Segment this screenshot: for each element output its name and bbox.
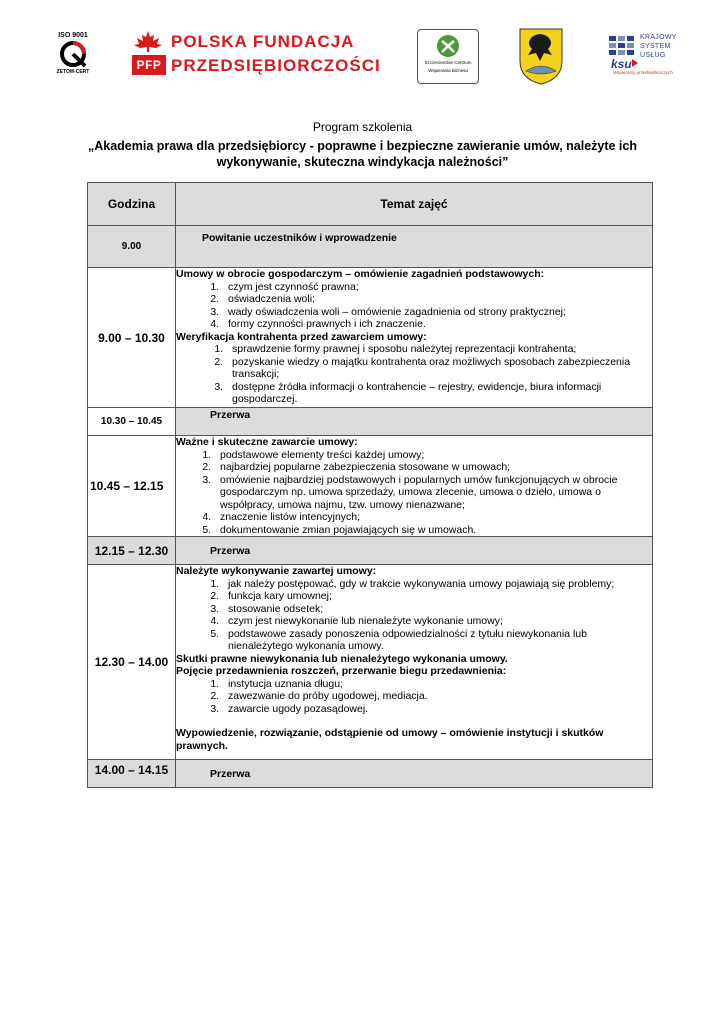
zetom-cert-emblem-icon bbox=[59, 40, 87, 68]
break-cell: Przerwa bbox=[176, 408, 653, 436]
ksu-logo bbox=[609, 30, 677, 80]
topic-cell: Powitanie uczestników i wprowadzenie bbox=[176, 226, 653, 268]
time-cell: 9.00 bbox=[88, 226, 176, 268]
zetom-cert-label: ZETOM-CERT bbox=[56, 69, 90, 75]
list-item: 1. czym jest czynność prawna; bbox=[222, 281, 652, 294]
table-row bbox=[88, 226, 653, 268]
table-row bbox=[88, 537, 653, 565]
time-cell: 12.30 – 14.00 bbox=[88, 565, 176, 760]
section-heading: Umowy w obrocie gospodarczym – omówienie zagadnień podstawowych: bbox=[176, 268, 545, 280]
list-item: 1. sprawdzenie formy prawnej i sposobu należytej reprezentacji kontrahenta; bbox=[226, 343, 652, 356]
topic-list bbox=[176, 343, 652, 406]
time-cell: 10.45 – 12.15 bbox=[88, 436, 176, 537]
topic-list bbox=[176, 678, 652, 716]
time-cell: 10.30 – 10.45 bbox=[88, 408, 176, 436]
pfp-name-line2: PRZEDSIĘBIORCZOŚCI bbox=[171, 56, 381, 75]
ksu-line3: USŁUG bbox=[640, 52, 666, 59]
ksu-line1: KRAJOWY bbox=[640, 34, 677, 41]
list-item: 2. najbardziej popularne zabezpieczenia stosowane w umowach; bbox=[214, 461, 652, 474]
list-item: 2. pozyskanie wiedzy o majątku kontrahenta oraz możliwych sposobach zabezpieczenia transakcji; bbox=[226, 356, 652, 381]
break-cell: Przerwa bbox=[176, 760, 653, 788]
list-item: 3. omówienie najbardziej podstawowych i popularnych umów funkcjonujących w obrocie gospodarczym np. umowa sprzedaży, umowa zlecenie, umowa o dzieło, umowa o współpracy, umowa najmu, tzw. umowy nienazwane; bbox=[214, 474, 652, 512]
section-heading: Skutki prawne niewykonania lub nienależytego wykonania umowy. bbox=[176, 652, 508, 665]
table-row bbox=[88, 436, 653, 537]
ksu-grid-icon bbox=[609, 36, 635, 56]
list-item: 2. funkcja kary umownej; bbox=[222, 590, 652, 603]
pfp-name-line1: POLSKA FUNDACJA bbox=[171, 32, 355, 51]
topic-cell bbox=[176, 565, 653, 760]
time-cell: 12.15 – 12.30 bbox=[88, 537, 176, 565]
table-row bbox=[88, 565, 653, 760]
list-item: 3. wady oświadczenia woli – omówienie zagadnienia od strony praktycznej; bbox=[222, 306, 652, 319]
list-item: 2. oświadczenia woli; bbox=[222, 293, 652, 306]
break-cell: Przerwa bbox=[176, 537, 653, 565]
time-cell: 14.00 – 14.15 bbox=[88, 760, 176, 788]
schedule-table bbox=[87, 182, 653, 788]
iso-label: ISO 9001 bbox=[58, 32, 88, 39]
scbw-logo bbox=[417, 29, 479, 84]
scbw-line2: Wspierania Biznesu bbox=[428, 68, 468, 73]
list-item: 3. zawarcie ugody pozasądowej. bbox=[222, 703, 652, 716]
header-time: Godzina bbox=[88, 183, 176, 226]
iso-9001-logo bbox=[48, 32, 98, 75]
table-row bbox=[88, 408, 653, 436]
list-item: 5. dokumentowanie zmian pojawiających się w umowach. bbox=[214, 524, 652, 537]
list-item: 5. podstawowe zasady ponoszenia odpowiedzialności z tytułu niewykonania lub nienależytego wykonania umowy. bbox=[222, 628, 652, 653]
table-row bbox=[88, 268, 653, 408]
pfp-logo bbox=[132, 30, 381, 80]
list-item: 1. jak należy postępować, gdy w trakcie wykonywania umowy pojawiają się problemy; bbox=[222, 578, 652, 591]
topic-cell bbox=[176, 268, 653, 408]
list-item: 3. stosowanie odsetek; bbox=[222, 603, 652, 616]
section-heading: Weryfikacja kontrahenta przed zawarciem umowy: bbox=[176, 330, 427, 343]
list-item: 1. podstawowe elementy treści każdej umowy; bbox=[214, 449, 652, 462]
table-header-row bbox=[88, 183, 653, 226]
list-item: 4. formy czynności prawnych i ich znaczenie. bbox=[222, 318, 652, 331]
section-heading: Pojęcie przedawnienia roszczeń, przerwanie biegu przedawnienia: bbox=[176, 665, 507, 677]
ksu-abbr: ksu bbox=[611, 57, 632, 71]
list-item: 4. czym jest niewykonanie lub nienależyte wykonanie umowy; bbox=[222, 615, 652, 628]
program-subtitle: Program szkolenia bbox=[312, 120, 413, 134]
scbw-line1: Szczecineckie Centrum bbox=[424, 60, 472, 65]
topic-list bbox=[176, 449, 652, 537]
pfp-abbr: PFP bbox=[132, 55, 166, 75]
list-item: 3. dostępne źródła informacji o kontrahencie – rejestry, ewidencje, biura informacji gospodarczej. bbox=[226, 381, 652, 406]
list-item: 1. instytucja uznania długu; bbox=[222, 678, 652, 691]
topic-list bbox=[176, 281, 652, 331]
section-heading: Należyte wykonywanie zawartej umowy: bbox=[176, 565, 377, 577]
header-topic: Temat zajęć bbox=[176, 183, 653, 226]
time-cell: 9.00 – 10.30 bbox=[88, 268, 176, 408]
scbw-emblem-icon bbox=[436, 34, 460, 58]
list-item: 2. zawezwanie do próby ugodowej, mediacja. bbox=[222, 690, 652, 703]
ksu-line2: SYSTEM bbox=[640, 43, 671, 50]
ksu-arrow-icon bbox=[632, 59, 638, 67]
maple-leaf-icon bbox=[132, 30, 164, 52]
section-heading: Ważne i skuteczne zawarcie umowy: bbox=[176, 436, 358, 448]
section-heading: Wypowiedzenie, rozwiązanie, odstąpienie od umowy – omówienie instytucji i skutków prawnych. bbox=[176, 727, 604, 752]
regional-coat-of-arms-icon bbox=[518, 27, 564, 85]
table-row bbox=[88, 760, 653, 788]
training-title: „Akademia prawa dla przedsiębiorcy - poprawne i bezpieczne zawieranie umów, należyte ich wykonywanie, skuteczna windykacja należności” bbox=[87, 139, 637, 169]
ksu-slogan: Wspieramy przedsiębiorczych bbox=[613, 70, 673, 75]
list-item: 4. znaczenie listów intencyjnych; bbox=[214, 511, 652, 524]
topic-list bbox=[176, 578, 652, 653]
topic-cell bbox=[176, 436, 653, 537]
